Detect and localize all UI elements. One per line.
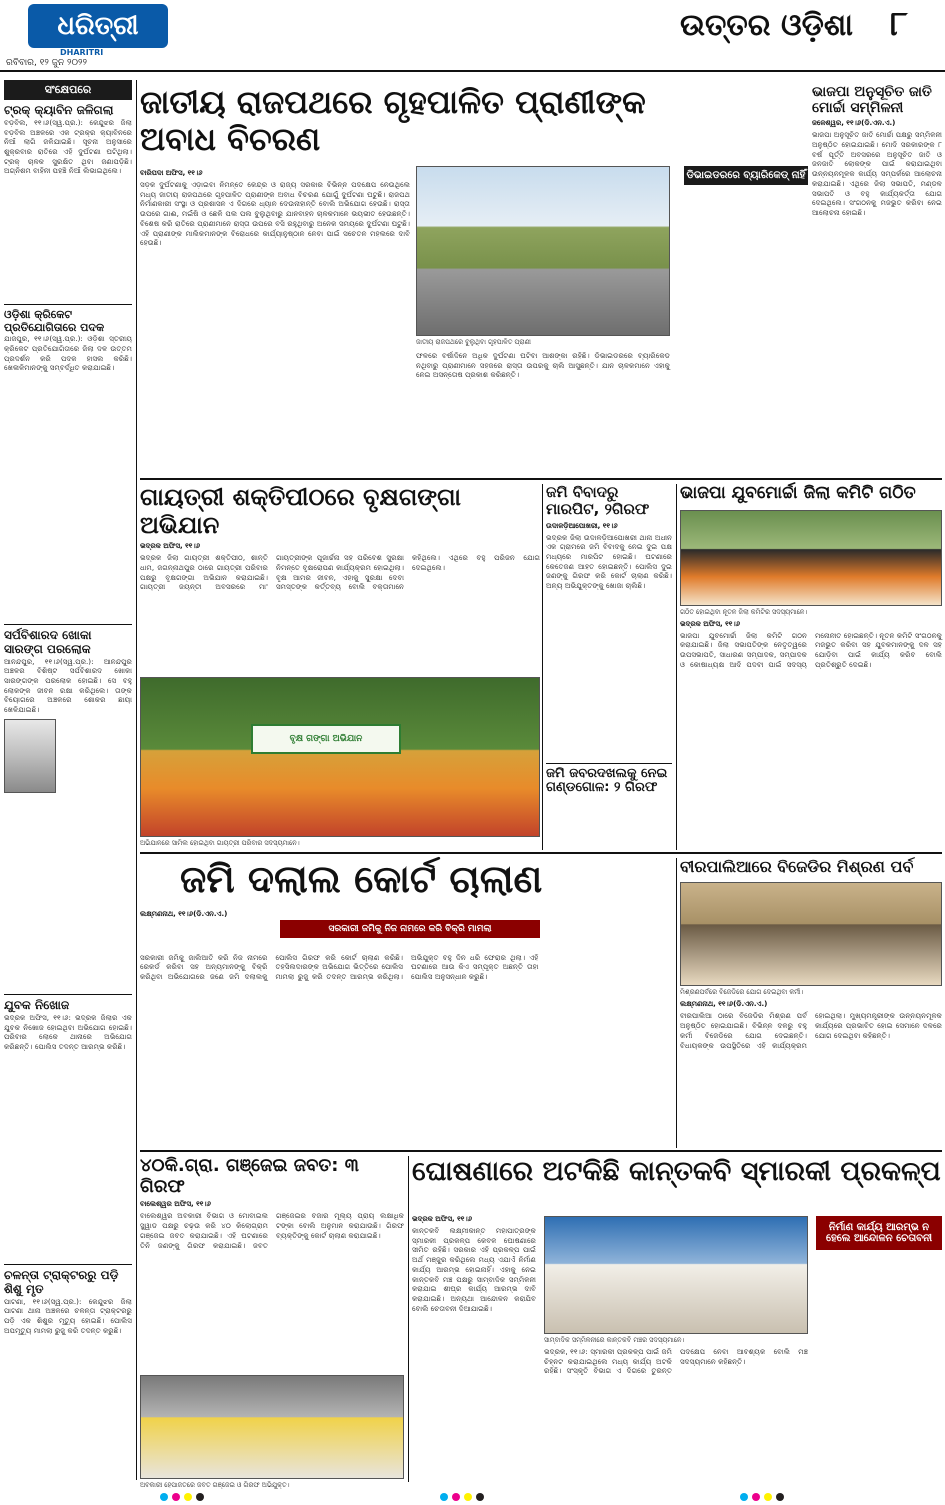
lead-headline: ଜାତୀୟ ରାଜପଥରେ ଗୃହପାଳିତ ପ୍ରାଣୀଙ୍କ ଅବାଧ ବିଚରଣ bbox=[140, 83, 646, 158]
brief-title: ଯୁବକ ନିଖୋଜ bbox=[4, 998, 70, 1012]
mixer-caption: ମିଶ୍ରଣପର୍ବରେ ବିଜେଡିରେ ଯୋଗ ଦେଇଥିବା କର୍ମୀ। bbox=[680, 988, 804, 997]
gayatri-banner: ବୃକ୍ଷ ଗଙ୍ଗା ଅଭିଯାନ bbox=[251, 724, 401, 754]
column-divider bbox=[542, 484, 543, 850]
bjym-byline: ଭଦ୍ରକ ଅଫିସ, ୧୧।୬ bbox=[680, 619, 740, 628]
ganja-photo bbox=[140, 1375, 404, 1479]
ganja-headline: ୪୦କି.ଗ୍ରା. ଗଞ୍ଜେଇ ଜବତ: ୩ ଗିରଫ bbox=[140, 1155, 359, 1197]
lead-byline: ବାରିପଦା ଅଫିସ, ୧୧।୬ bbox=[140, 169, 203, 177]
land-dispute-subheadline: ଜମି ଜବରଦଖଲକୁ ନେଇ ଗଣ୍ଡଗୋଳ: ୨ ଗିରଫ bbox=[546, 763, 672, 797]
yellow-dot bbox=[184, 1493, 192, 1501]
magenta-dot bbox=[752, 1493, 760, 1501]
section-rule bbox=[140, 852, 942, 854]
memorial-caption: ସାମ୍ବାଦିକ ସମ୍ମିଳନୀରେ କାନ୍ତକବି ମଞ୍ଚର ସଦସ୍ୟମାନେ। bbox=[544, 1336, 685, 1344]
ganja-body: ବାଲେଶ୍ୱର ଅବକାରୀ ବିଭାଗ ଓ ମୋବାଇଲ ସ୍କ୍ୱାଡ ପକ୍ଷରୁ ଚଢ଼ଉ କରି ୪୦ କିଲୋଗ୍ରାମ ଗଞ୍ଜେଇ ଜବତ କରାଯାଇଛି। ଏହି ଘଟଣାରେ ତିନି ଜଣଙ୍କୁ ଗିରଫ କରାଯାଇଛି। ଜବତ ଗଞ୍ଜେଇର ବଜାର ମୂଲ୍ୟ ପ୍ରାୟ ଲକ୍ଷାଧିକ ଟଙ୍କା ବୋଲି ଅନୁମାନ କରାଯାଉଛି। ଗିରଫ ବ୍ୟକ୍ତିଙ୍କୁ କୋର୍ଟ ଚାଲାଣ କରାଯାଇଛି। bbox=[140, 1211, 404, 1250]
bjym-body: ଭାଜପା ଯୁବମୋର୍ଚ୍ଚା ଜିଲା କମିଟି ଗଠନ କରାଯାଇଛି। ଜିଲା ସଭାପତିଙ୍କ ନେତୃତ୍ୱରେ ଉପସଭାପତି, ସାଧାରଣ ସମ୍ପାଦକ, ସମ୍ପାଦକ ଓ କୋଷାଧ୍ୟକ୍ଷ ଆଦି ପଦବୀ ପାଇଁ ସଦସ୍ୟ ମନୋନୀତ ହୋଇଛନ୍ତି। ନୂତନ କମିଟି ସଂଗଠନକୁ ମଜଭୁତ କରିବା ସହ ଯୁବକମାନଙ୍କୁ ଦଳ ସହ ଯୋଡ଼ିବା ପାଇଁ କାର୍ଯ୍ୟ କରିବ ବୋଲି ପ୍ରତିଶ୍ରୁତି ଦେଇଛି। bbox=[680, 630, 942, 669]
yellow-dot bbox=[764, 1493, 772, 1501]
memorial-byline: ଭଦ୍ରକ ଅଫିସ, ୧୧।୬ bbox=[412, 1215, 472, 1223]
print-color-marks bbox=[440, 1486, 500, 1494]
brief-title: ଚଳନ୍ତା ଟ୍ରାକ୍ଟରରୁ ପଡ଼ି ଶିଶୁ ମୃତ bbox=[4, 1268, 119, 1296]
bjp-sc-headline: ଭାଜପା ଅନୁସୂଚିତ ଜାତି ମୋର୍ଚ୍ଚା ସମ୍ମିଳନୀ bbox=[812, 84, 932, 117]
brief-item bbox=[4, 1264, 132, 1494]
memorial-tag: ନିର୍ମାଣ କାର୍ଯ୍ୟ ଆରମ୍ଭ ନ ହେଲେ ଆନ୍ଦୋଳନ ଚେତାବନୀ bbox=[816, 1216, 942, 1250]
brief-title: ଓଡ଼ିଶା କ୍ରିକେଟ ପ୍ରତିଯୋଗିତାରେ ପଦକ bbox=[4, 308, 105, 334]
mixer-body: ବୀରପାଲିଆ ଠାରେ ବିଜେଡିର ମିଶ୍ରଣ ପର୍ବ ଅନୁଷ୍ଠିତ ହୋଇଯାଇଛି। ବିଭିନ୍ନ ଦଳରୁ ବହୁ କର୍ମୀ ବିଜେଡିରେ ଯୋଗ ଦେଇଛନ୍ତି। ବିଧାୟକଙ୍କ ଉପସ୍ଥିତିରେ ଏହି କାର୍ଯ୍ୟକ୍ରମ ହୋଇଥିଲା। ମୁଖ୍ୟମନ୍ତ୍ରୀଙ୍କ ଉନ୍ନୟନମୂଳକ କାର୍ଯ୍ୟରେ ପ୍ରଭାବିତ ହୋଇ ସେମାନେ ଦଳରେ ଯୋଗ ଦେଇଥିବା କହିଛନ୍ତି। bbox=[680, 1011, 942, 1050]
section-title: ଉତ୍ତର ଓଡ଼ିଶା bbox=[680, 8, 854, 43]
land-dispute-byline: ଉଦାଳଡ଼ିଆପୋଖରୀ, ୧୧।୬ bbox=[546, 521, 618, 530]
memorial-headline: ଘୋଷଣାରେ ଅଟକିଛି କାନ୍ତକବି ସ୍ମାରକୀ ପ୍ରକଳ୍ପ bbox=[412, 1156, 941, 1187]
memorial-photo bbox=[544, 1216, 808, 1334]
land-dispute-body: ଭଦ୍ରକ ଜିଲା ଉଦାଳଡ଼ିଆପୋଖରୀ ଥାନା ଅଧୀନ ଏକ ଗ୍ରାମରେ ଜମି ବିବାଦକୁ ନେଇ ଦୁଇ ପକ୍ଷ ମଧ୍ୟରେ ମାରପିଟ ହୋଇଛି। ଘଟଣାରେ କେତେଜଣ ଆହତ ହୋଇଛନ୍ତି। ପୋଲିସ ଦୁଇ ଜଣଙ୍କୁ ଗିରଫ କରି କୋର୍ଟ ଚାଲାଣ କରିଛି। ଅନ୍ୟ ଅଭିଯୁକ୍ତଙ୍କୁ ଖୋଜା ଚାଲିଛି। bbox=[546, 532, 672, 591]
brief-title: ସର୍ପବିଶାରଦ ଖୋକା ସାରଙ୍ଗ ପରଲୋକ bbox=[4, 628, 92, 656]
ganja-story bbox=[140, 1155, 404, 1490]
brief-item bbox=[4, 104, 132, 304]
brief-body: ବଡ଼ବିଲ, ୧୧।୬(ସ୍ୱ.ପ୍ର.): କେନ୍ଦୁଝର ଜିଲା ବଡ଼ବିଲ ଅଞ୍ଚଳରେ ଏକ ଟ୍ରକ୍‌ର କ୍ୟାବିନରେ ନିଆଁ ଲାଗି ଜଳିଯାଇଛି। ସୂଚନା ଅନୁସାରେ ଶୁକ୍ରବାର ରାତିରେ ଏହି ଦୁର୍ଘଟଣା ଘଟିଥିଲା। ଟ୍ରକ୍ ଚାଳକ ସୁରକ୍ଷିତ ଥିବା ଜଣାପଡ଼ିଛି। ଅଗ୍ନିଶମ ବାହିନୀ ପହଞ୍ଚି ନିଆଁ ଲିଭାଇଥିଲେ। bbox=[4, 117, 132, 176]
lead-sidebar-tag: ଡିଭାଇଡରରେ ବ୍ୟାରିକେଡ୍ ନାହିଁ bbox=[684, 166, 808, 185]
lead-body-continued: ଫଳରେ ବର୍ଷାଦିନେ ଅଧିକ ଦୁର୍ଘଟଣା ଘଟିବା ଆଶଙ୍କା ରହିଛି। ଡିଭାଇଡରରେ ବ୍ୟାରିକେଡ ନଥିବାରୁ ପ୍ରାଣୀମାନେ ସହଜରେ ରାସ୍ତା ଉପରକୁ ଚାଲି ଆସୁଛନ୍ତି। ଯାନ ଚାଳକମାନେ ଏହାକୁ ନେଇ ଅସନ୍ତୋଷ ପ୍ରକାଶ କରିଛନ୍ତି। bbox=[416, 351, 670, 380]
black-dot bbox=[476, 1493, 484, 1501]
mixer-headline: ବୀରପାଲିଆରେ ବିଜେଡିର ମିଶ୍ରଣ ପର୍ବ bbox=[680, 857, 914, 876]
ganja-byline: ବାଲେଶ୍ୱର ଅଫିସ, ୧୧।୬ bbox=[140, 1200, 211, 1209]
column-divider bbox=[676, 484, 677, 850]
memorial-story bbox=[412, 1156, 942, 1482]
lead-body: ସଡ଼କ ଦୁର୍ଘଟଣାକୁ ଏଡ଼ାଇବା ନିମନ୍ତେ କେନ୍ଦ୍ର ଓ ରାଜ୍ୟ ସରକାର ବିଭିନ୍ନ ପଦକ୍ଷେପ ନେଉଥିଲେ ମଧ୍ୟ ଜାତୀୟ ରାଜପଥରେ ଗୃହପାଳିତ ପ୍ରାଣୀଙ୍କ ଅବାଧ ବିଚରଣ ଯୋଗୁଁ ଦୁର୍ଘଟଣା ଘଟୁଛି। ରାଜପଥ ନିର୍ମାଣକାରୀ ସଂସ୍ଥା ଓ ପ୍ରଶାସନ ଏ ଦିଗରେ ଧ୍ୟାନ ଦେଉନାହାନ୍ତି ବୋଲି ଅଭିଯୋଗ ହେଉଛି। ରାସ୍ତା ଉପରେ ଗାଈ, ମଇଁଷି ଓ ଛେଳି ପଲ ପଲ ବୁଲୁଥିବାରୁ ଯାନବାହନ ଚାଳକମାନେ ଭୟଭୀତ ହେଉଛନ୍ତି। ବିଶେଷ କରି ରାତିରେ ପ୍ରାଣୀମାନେ ରାସ୍ତା ଉପରେ ବସି ରହୁଥିବାରୁ ଅନେକ ସମୟରେ ଦୁର୍ଘଟଣା ଘଟୁଛି। ଏହି ପ୍ରାଣୀଙ୍କ ମାଲିକମାନଙ୍କ ବିରୋଧରେ କାର୍ଯ୍ୟାନୁଷ୍ଠାନ ନେବା ପାଇଁ ସଚେତନ ମହଲରେ ଦାବି ହେଉଛି। bbox=[140, 180, 410, 248]
memorial-body: କାନ୍ତକବି ଲକ୍ଷ୍ମୀକାନ୍ତ ମହାପାତ୍ରଙ୍କ ସ୍ମାରକୀ ପ୍ରକଳ୍ପ କେବଳ ଘୋଷଣାରେ ସୀମିତ ରହିଛି। ସରକାର ଏହି ପ୍ରକଳ୍ପ ପାଇଁ ଅର୍ଥ ମଞ୍ଜୁର କରିଥିଲେ ମଧ୍ୟ ଏଯାଏଁ ନିର୍ମାଣ କାର୍ଯ୍ୟ ଆରମ୍ଭ ହୋଇନାହିଁ। ଏହାକୁ ନେଇ କାନ୍ତକବି ମଞ୍ଚ ପକ୍ଷରୁ ସାମ୍ବାଦିକ ସମ୍ମିଳନୀ କରାଯାଇ ଶୀଘ୍ର କାର୍ଯ୍ୟ ଆରମ୍ଭ ଦାବି କରାଯାଇଛି। ଅନ୍ୟଥା ଆନ୍ଦୋଳନ କରାଯିବ ବୋଲି ଚେତାବନୀ ଦିଆଯାଇଛି। bbox=[412, 1226, 536, 1313]
lead-story bbox=[140, 84, 670, 476]
mixer-byline: ଲକ୍ଷ୍ମଣନାଥ, ୧୧।୬(ଡି.ଏନ.ଏ.) bbox=[680, 1000, 768, 1009]
brief-body: ଯାଜପୁର, ୧୧।୬(ସ୍ୱ.ପ୍ର.): ଓଡ଼ିଶା ସ୍ତରୀୟ କ୍ରିକେଟ ପ୍ରତିଯୋଗିତାରେ ଜିଲା ଦଳ ଉତ୍ତମ ପ୍ରଦର୍ଶନ କରି ପଦକ ହାସଲ କରିଛି। ଖେଳାଳିମାନଙ୍କୁ ସମ୍ବର୍ଦ୍ଧିତ କରାଯାଇଛି। bbox=[4, 334, 132, 373]
gayatri-headline: ଗାୟତ୍ରୀ ଶକ୍ତିପୀଠରେ ବୃକ୍ଷଗଙ୍ଗା ଅଭିଯାନ bbox=[140, 483, 462, 539]
bjym-headline: ଭାଜପା ଯୁବମୋର୍ଚ୍ଚା ଜିଲା କମିଟି ଗଠିତ bbox=[680, 483, 916, 503]
brief-item bbox=[4, 624, 132, 994]
logo-subtitle: DHARITRI bbox=[60, 48, 104, 57]
bjym-caption: ଗଠିତ ହୋଇଥିବା ନୂତନ ଜିଲା କମିଟିର ସଦସ୍ୟମାନେ। bbox=[680, 607, 808, 616]
newspaper-logo: ଧରିତ୍ରୀ bbox=[28, 4, 168, 48]
bjym-photo bbox=[680, 510, 942, 606]
cyan-dot bbox=[440, 1493, 448, 1501]
cyan-dot bbox=[160, 1493, 168, 1501]
section-rule bbox=[140, 478, 942, 480]
black-dot bbox=[776, 1493, 784, 1501]
brief-body: ପାଟଣା, ୧୧।୬(ସ୍ୱ.ପ୍ର.): କେନ୍ଦୁଝର ଜିଲା ପାଟଣା ଥାନା ଅଞ୍ଚଳରେ ଚଳନ୍ତା ଟ୍ରାକ୍ଟରରୁ ପଡ଼ି ଏକ ଶିଶୁର ମୃତ୍ୟୁ ହୋଇଛି। ପୋଲିସ ଅପମୃତ୍ୟୁ ମାମଲା ରୁଜୁ କରି ତଦନ୍ତ କରୁଛି। bbox=[4, 1296, 132, 1335]
page-number: ୮ bbox=[890, 4, 908, 44]
magenta-dot bbox=[452, 1493, 460, 1501]
lead-photo-caption: ଜାତୀୟ ରାଜପଥରେ ବୁଲୁଥିବା ଗୃହପାଳିତ ପ୍ରାଣୀ bbox=[416, 338, 531, 346]
brief-body: ଭଦ୍ରକ ଅଫିସ, ୧୧।୬: ଭଦ୍ରକ ଜିଲାର ଏକ ଯୁବକ ନିଖୋଜ ହୋଇଥିବା ଅଭିଯୋଗ ହୋଇଛି। ପରିବାର ଲୋକେ ଥାନାରେ ଅଭିଯୋଗ କରିଛନ୍ତି। ପୋଲିସ ତଦନ୍ତ ଆରମ୍ଭ କରିଛି। bbox=[4, 1012, 132, 1051]
bjp-sc-byline: ଜଳେଶ୍ୱର, ୧୧।୬(ଡି.ଏନ.ଏ.) bbox=[812, 119, 896, 128]
bjym-story bbox=[680, 484, 942, 850]
column-divider bbox=[408, 1156, 409, 1482]
brief-item bbox=[4, 994, 132, 1264]
broker-byline: ଲକ୍ଷ୍ମଣନାଥ, ୧୧।୬(ଡି.ଏନ.ଏ.) bbox=[140, 909, 228, 918]
yellow-dot bbox=[464, 1493, 472, 1501]
column-divider bbox=[676, 858, 677, 1148]
gayatri-body: ଭଦ୍ରକ ଜିଲା ଗାୟତ୍ରୀ ଶକ୍ତିପୀଠ, ଶାନ୍ତି ଧାମ, ଜଗନ୍ନାଥପୁର ଠାରେ ଗାୟତ୍ରୀ ପରିବାର ପକ୍ଷରୁ ବୃକ୍ଷଗଙ୍ଗା ଅଭିଯାନ କରାଯାଇଛି। ଗାୟତ୍ରୀ ଜୟନ୍ତୀ ଅବସରରେ ମା' ଗାୟତ୍ରୀଙ୍କ ପୂଜାର୍ଚ୍ଚନା ସହ ପରିବେଶ ସୁରକ୍ଷା ନିମନ୍ତେ ବୃକ୍ଷରୋପଣ କାର୍ଯ୍ୟକ୍ରମ ହୋଇଥିଲା। ବୃକ୍ଷ ଆମର ଜୀବନ, ଏହାକୁ ସୁରକ୍ଷା ଦେବା ସମସ୍ତଙ୍କ କର୍ତ୍ତବ୍ୟ ବୋଲି ବକ୍ତାମାନେ କହିଥିଲେ। ଏଥିରେ ବହୁ ପରିଜନ ଯୋଗ ଦେଇଥିଲେ। bbox=[140, 553, 540, 592]
mixer-story bbox=[680, 858, 942, 1148]
cyan-dot bbox=[740, 1493, 748, 1501]
memorial-body-continued: ଭଦ୍ରକ, ୧୧।୬: ସ୍ମାରକୀ ପ୍ରକଳ୍ପ ପାଇଁ ଜମି ଚିହ୍ନଟ କରାଯାଇଥିଲେ ମଧ୍ୟ କାର୍ଯ୍ୟ ଅଟକି ରହିଛି। ସଂସ୍କୃତି ବିଭାଗ ଏ ଦିଗରେ ତୁରନ୍ତ ପଦକ୍ଷେପ ନେବା ଆବଶ୍ୟକ ବୋଲି ମଞ୍ଚ ସଦସ୍ୟମାନେ କହିଛନ୍ତି। bbox=[544, 1347, 808, 1376]
broker-body: ସରକାରୀ ଜମିକୁ ଜାଲିଆତି କରି ନିଜ ନାମରେ ରେକର୍ଡ କରିବା ସହ ଅନ୍ୟମାନଙ୍କୁ ବିକ୍ରି କରିଥିବା ଅଭିଯୋଗରେ ଜଣେ ଜମି ଦଲାଲକୁ ପୋଲିସ ଗିରଫ କରି କୋର୍ଟ ଚାଲାଣ କରିଛି। ତହସିଲଦାରଙ୍କ ଅଭିଯୋଗ ଭିତ୍ତିରେ ପୋଲିସ ମାମଲା ରୁଜୁ କରି ତଦନ୍ତ ଆରମ୍ଭ କରିଥିଲା। ଅଭିଯୁକ୍ତ ବହୁ ଦିନ ଧରି ଫେରାର ଥିଲା। ଏହି ଘଟଣାରେ ଆଉ କିଏ ସମ୍ପୃକ୍ତ ଅଛନ୍ତି ତାହା ପୋଲିସ ଅନୁସନ୍ଧାନ କରୁଛି। bbox=[140, 952, 539, 982]
gayatri-story bbox=[140, 484, 540, 850]
gayatri-caption: ଅଭିଯାନରେ ସାମିଲ ହୋଇଥିବା ଗାୟତ୍ରୀ ପରିବାର ସଦସ୍ୟମାନେ। bbox=[140, 839, 300, 848]
magenta-dot bbox=[172, 1493, 180, 1501]
gayatri-photo bbox=[140, 677, 540, 837]
black-dot bbox=[196, 1493, 204, 1501]
land-dispute-headline: ଜମି ବିବାଦରୁ ମାରପିଟ, ୨ଗିରଫ bbox=[546, 483, 650, 519]
section-rule bbox=[140, 1150, 942, 1152]
print-color-marks bbox=[160, 1486, 220, 1494]
broker-story bbox=[140, 858, 674, 1148]
broker-tag: ସରକାରୀ ଜମିକୁ ନିଜ ନାମରେ କରି ବିକ୍ରି ମାମଲା bbox=[280, 920, 540, 938]
briefs-header: ସଂକ୍ଷେପରେ bbox=[4, 80, 132, 100]
brief-body: ଆନନ୍ଦପୁର, ୧୧।୬(ସ୍ୱ.ପ୍ର.): ଆନନ୍ଦପୁର ଅଞ୍ଚଳର ବିଶିଷ୍ଟ ସର୍ପବିଶାରଦ ଖୋକା ସାରଙ୍ଗଙ୍କ ପରଲୋକ ହୋଇଛି। ସେ ବହୁ ଲୋକଙ୍କ ଜୀବନ ରକ୍ଷା କରିଥିଲେ। ତାଙ୍କ ବିୟୋଗରେ ଅଞ୍ଚଳରେ ଶୋକର ଛାୟା ଖେଳିଯାଇଛି। bbox=[4, 656, 132, 715]
bjp-sc-body: ଭାଜପା ଅନୁସୂଚିତ ଜାତି ମୋର୍ଚ୍ଚା ପକ୍ଷରୁ ସମ୍ମିଳନୀ ଅନୁଷ୍ଠିତ ହୋଇଯାଇଛି। ମୋଦି ସରକାରଙ୍କ ୮ ବର୍ଷ ପୂର୍ତ୍ତି ଅବସରରେ ଅନୁସୂଚିତ ଜାତି ଓ ଜନଜାତି ଲୋକଙ୍କ ପାଇଁ କରାଯାଇଥିବା ଉନ୍ନୟନମୂଳକ କାର୍ଯ୍ୟ ସମ୍ପର୍କରେ ଆଲୋଚନା କରାଯାଇଛି। ଏଥିରେ ଜିଲା ସଭାପତି, ମଣ୍ଡଳ ସଭାପତି ଓ ବହୁ କାର୍ଯ୍ୟକର୍ତ୍ତା ଯୋଗ ଦେଇଥିଲେ। ସଂଗଠନକୁ ମଜଭୁତ କରିବା ନେଇ ଆଲୋଚନା ହୋଇଛି। bbox=[812, 130, 942, 217]
broker-headline: ଜମି ଦଲାଲ କୋର୍ଟ ଚାଲାଣ bbox=[180, 857, 543, 901]
bjp-sc-story bbox=[812, 84, 942, 476]
print-color-marks bbox=[740, 1486, 800, 1494]
ganja-caption: ଅବକାରୀ ହେପାଜତରେ ଜବତ ଗଞ୍ଜେଇ ଓ ଗିରଫ ଅଭିଯୁକ୍ତ। bbox=[140, 1481, 290, 1490]
dateline: ରବିବାର, ୧୨ ଜୁନ ୨୦୨୨ bbox=[6, 58, 87, 68]
masthead bbox=[0, 0, 945, 72]
brief-item bbox=[4, 304, 132, 624]
land-dispute-story bbox=[546, 484, 672, 850]
mixer-photo bbox=[680, 882, 942, 986]
column-divider bbox=[136, 80, 137, 1480]
briefs-column bbox=[4, 80, 132, 1480]
gayatri-byline: ଭଦ୍ରକ ଅଫିସ, ୧୧।୬ bbox=[140, 542, 200, 551]
obituary-portrait bbox=[4, 719, 56, 793]
lead-photo-highway bbox=[416, 166, 670, 336]
brief-title: ଟ୍ରକ୍ କ୍ୟାବିନ ଜଳିଗଲା bbox=[4, 103, 114, 117]
